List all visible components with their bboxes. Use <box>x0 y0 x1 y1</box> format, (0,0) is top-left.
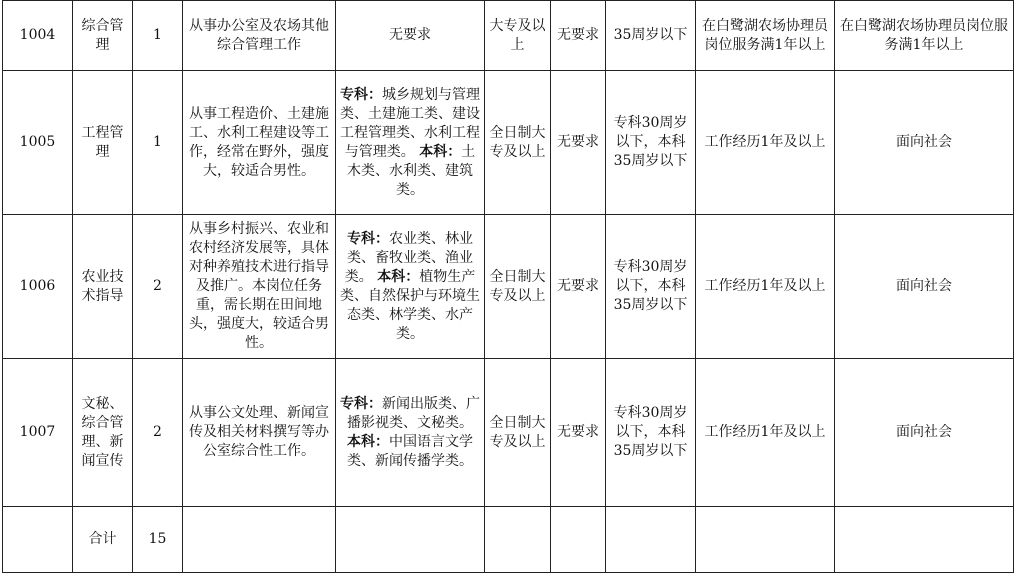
major-zk-label: 专科： <box>347 230 389 247</box>
degree-requirement: 无要求 <box>551 1 606 71</box>
table-row <box>3 215 1014 359</box>
major-requirement: 无要求 <box>336 1 485 71</box>
recruit-target: 面向社会 <box>835 71 1014 215</box>
experience-requirement: 在白鹭湖农场协理员岗位服务满1年以上 <box>696 1 835 71</box>
empty-cell <box>485 507 551 573</box>
total-label: 合计 <box>73 507 133 573</box>
table-row <box>3 71 1014 215</box>
table-row <box>3 1 1014 71</box>
empty-cell <box>606 507 696 573</box>
experience-requirement: 工作经历1年及以上 <box>696 359 835 507</box>
education-requirement: 全日制大专及以上 <box>485 215 551 359</box>
major-bk: 植物生产类、自然保护与环境生态类、林学类、水产类。 <box>340 268 480 342</box>
major-bk-label: 本科： <box>377 268 420 285</box>
position-name: 综合管理 <box>73 1 133 71</box>
major-bk: 土木类、水利类、建筑类。 <box>347 143 476 198</box>
experience-requirement: 工作经历1年及以上 <box>696 71 835 215</box>
total-row <box>3 507 1014 573</box>
major-zk-label: 专科： <box>340 395 382 412</box>
experience-requirement: 工作经历1年及以上 <box>696 215 835 359</box>
degree-requirement: 无要求 <box>551 359 606 507</box>
major-requirement <box>336 215 485 359</box>
major-zk: 城乡规划与管理类、土建施工类、建设工程管理类、水利工程与管理类。 <box>340 86 480 160</box>
recruit-target: 在白鹭湖农场协理员岗位服务满1年以上 <box>835 1 1014 71</box>
duty-description: 从事工程造价、土建施工、水利工程建设等工作，经常在野外，强度大，较适合男性。 <box>183 71 336 215</box>
age-requirement: 专科30周岁以下，本科35周岁以下 <box>606 359 696 507</box>
position-name: 工程管理 <box>73 71 133 215</box>
recruit-count: 2 <box>133 359 183 507</box>
empty-cell <box>835 507 1014 573</box>
recruitment-table <box>2 0 1014 573</box>
recruit-target: 面向社会 <box>835 215 1014 359</box>
degree-requirement: 无要求 <box>551 215 606 359</box>
degree-requirement: 无要求 <box>551 71 606 215</box>
duty-description: 从事公文处理、新闻宣传及相关材料撰写等办公室综合性工作。 <box>183 359 336 507</box>
age-requirement: 专科30周岁以下，本科35周岁以下 <box>606 71 696 215</box>
duty-description: 从事办公室及农场其他综合管理工作 <box>183 1 336 71</box>
recruit-count: 1 <box>133 1 183 71</box>
empty-cell <box>551 507 606 573</box>
position-code: 1007 <box>3 359 73 507</box>
major-zk: 新闻出版类、广播影视类、文秘类。 <box>347 395 480 431</box>
total-count: 15 <box>133 507 183 573</box>
empty-cell <box>336 507 485 573</box>
major-requirement <box>336 359 485 507</box>
education-requirement: 大专及以上 <box>485 1 551 71</box>
major-bk-label: 本科： <box>347 433 389 450</box>
empty-cell <box>3 507 73 573</box>
table-row <box>3 359 1014 507</box>
education-requirement: 全日制大专及以上 <box>485 359 551 507</box>
empty-cell <box>183 507 336 573</box>
major-zk-label: 专科： <box>340 86 382 103</box>
recruit-count: 1 <box>133 71 183 215</box>
age-requirement: 35周岁以下 <box>606 1 696 71</box>
position-code: 1005 <box>3 71 73 215</box>
recruit-target: 面向社会 <box>835 359 1014 507</box>
education-requirement: 全日制大专及以上 <box>485 71 551 215</box>
position-code: 1004 <box>3 1 73 71</box>
major-zk: 农业类、林业类、畜牧业类、渔业类。 <box>344 230 473 285</box>
duty-description: 从事乡村振兴、农业和农村经济发展等，具体对种养殖技术进行指导及推广。本岗位任务重，需长期在田间地头，强度大，较适合男性。 <box>183 215 336 359</box>
recruit-count: 2 <box>133 215 183 359</box>
major-requirement <box>336 71 485 215</box>
major-bk-label: 本科： <box>419 143 462 160</box>
major-bk: 中国语言文学类、新闻传播学类。 <box>347 433 473 469</box>
position-name: 文秘、综合管理、新闻宣传 <box>73 359 133 507</box>
position-name: 农业技术指导 <box>73 215 133 359</box>
age-requirement: 专科30周岁以下，本科35周岁以下 <box>606 215 696 359</box>
empty-cell <box>696 507 835 573</box>
position-code: 1006 <box>3 215 73 359</box>
